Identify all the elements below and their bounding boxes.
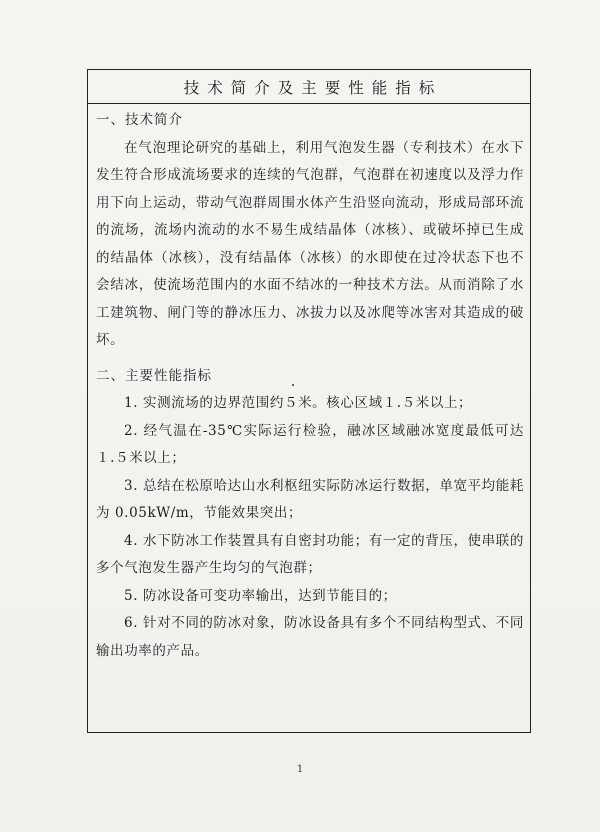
performance-item: 6. 针对不同的防冰对象，防冰设备具有多个不同结构型式、不同输出功率的产品。	[96, 615, 524, 659]
section-heading-performance: 二、主要性能指标	[96, 367, 212, 384]
bordered-table	[87, 69, 531, 733]
section-heading-intro: 一、技术简介	[96, 112, 183, 128]
performance-item: 5. 防冰设备可变功率输出，达到节能目的；	[124, 587, 397, 604]
page-number: 1	[296, 764, 304, 775]
intro-paragraph: 在气泡理论研究的基础上，利用气泡发生器（专利技术）在水下发生符合形成流场要求的连续的气泡群，气泡群在初速度以及浮力作用下向上运动，带动气泡群周围水体产生沿竖向流动，形成局部环流的流场，流场内流动的水不易生成结晶体（冰核）、或破坏掉已生成的结晶体（冰核），没有结晶体（冰核）的水即使在过冷状态下也不会结冰，使流场范围内的水面不结冰的一种技术方法。从而消除了水工建筑物、闸门等的静冰压力、冰拔力以及冰爬等冰害对其造成的破坏。	[96, 139, 524, 348]
performance-item: 4. 水下防冰工作装置具有自密封功能；有一定的背压，使串联的多个气泡发生器产生均匀的气泡群；	[96, 532, 524, 576]
performance-item: 3. 总结在松原哈达山水利枢纽实际防冰运行数据，单宽平均能耗为 0.05kW/m，节能效果突出；	[96, 477, 524, 521]
scan-speck	[292, 384, 294, 386]
document-title: 技术简介及主要性能指标	[183, 78, 443, 97]
performance-item: 2. 经气温在-35℃实际运行检验，融冰区域融冰宽度最低可达１.５米以上；	[96, 422, 524, 466]
performance-item: 1. 实测流场的边界范围约５米。核心区域１.５米以上；	[124, 395, 473, 411]
title-row	[88, 70, 530, 104]
content-area	[96, 107, 524, 665]
